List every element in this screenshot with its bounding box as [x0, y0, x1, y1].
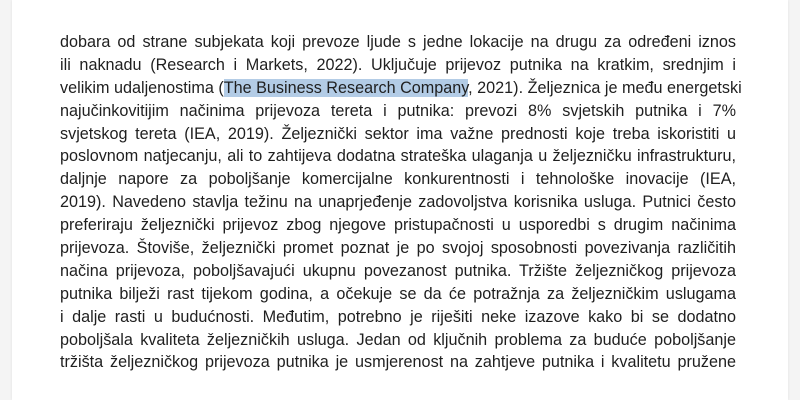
text-line: poboljšala kvaliteta željezničkih usluga. Jedan od ključnih problema za buduće poboljšanje: [60, 330, 736, 349]
text-segment: , 2021). Željeznica je među energetski: [468, 78, 742, 97]
text-line: preferiraju željeznički prijevoz zbog njegove pristupačnosti u usporedbi s drugim načinima: [60, 216, 736, 235]
text-line: svjetskog tereta (IEA, 2019). Željeznički sektor ima važne prednosti koje treba iskoristiti u: [60, 124, 736, 143]
text-line: najučinkovitijim načinima prijevoza tereta i putnika: prevozi 8% svjetskih putnika i 7%: [60, 101, 736, 120]
text-line: putnika bilježi rast tijekom godina, a očekuje se da će potražnja za željezničkim uslugama: [60, 284, 736, 303]
text-line: dobara od strane subjekata koji prevoze ljude s jedne lokacije na drugu za određeni iznos: [60, 33, 736, 51]
selected-text[interactable]: The Business Research Company: [223, 78, 469, 97]
paragraph: [60, 31, 742, 374]
text-line: [60, 77, 742, 100]
text-segment: velikim udaljenostima (: [60, 78, 224, 97]
text-line: daljnje napore za poboljšanje komercijalne konkurentnosti i tehnološke inovacije (IEA,: [60, 170, 736, 189]
text-line: i dalje rasti u budućnosti. Međutim, potrebno je riješiti neke izazove kako bi se dodatno: [60, 307, 736, 326]
text-line: tržišta željezničkog prijevoza putnika je usmjerenost na zahtjeve putnika i kvalitetu pružene: [60, 353, 736, 372]
document-page: [12, 0, 788, 400]
text-line: poslovnom natjecanju, ali to zahtijeva dodatna strateška ulaganja u željezničku infrastrukturu,: [60, 147, 736, 166]
text-line: 2019). Navedeno stavlja težinu na unaprjeđenje zadovoljstva korisnika usluga. Putnici često: [60, 193, 736, 212]
text-line: prijevoza. Štoviše, željeznički promet poznat je po svojoj sposobnosti povezivanja različitih: [60, 239, 736, 258]
text-line: načina prijevoza, poboljšavajući ukupnu povezanost putnika. Tržište željezničkog prijevoza: [60, 261, 736, 280]
text-line: ili naknadu (Research i Markets, 2022). Uključuje prijevoz putnika na kratkim, srednjim i: [60, 55, 736, 74]
